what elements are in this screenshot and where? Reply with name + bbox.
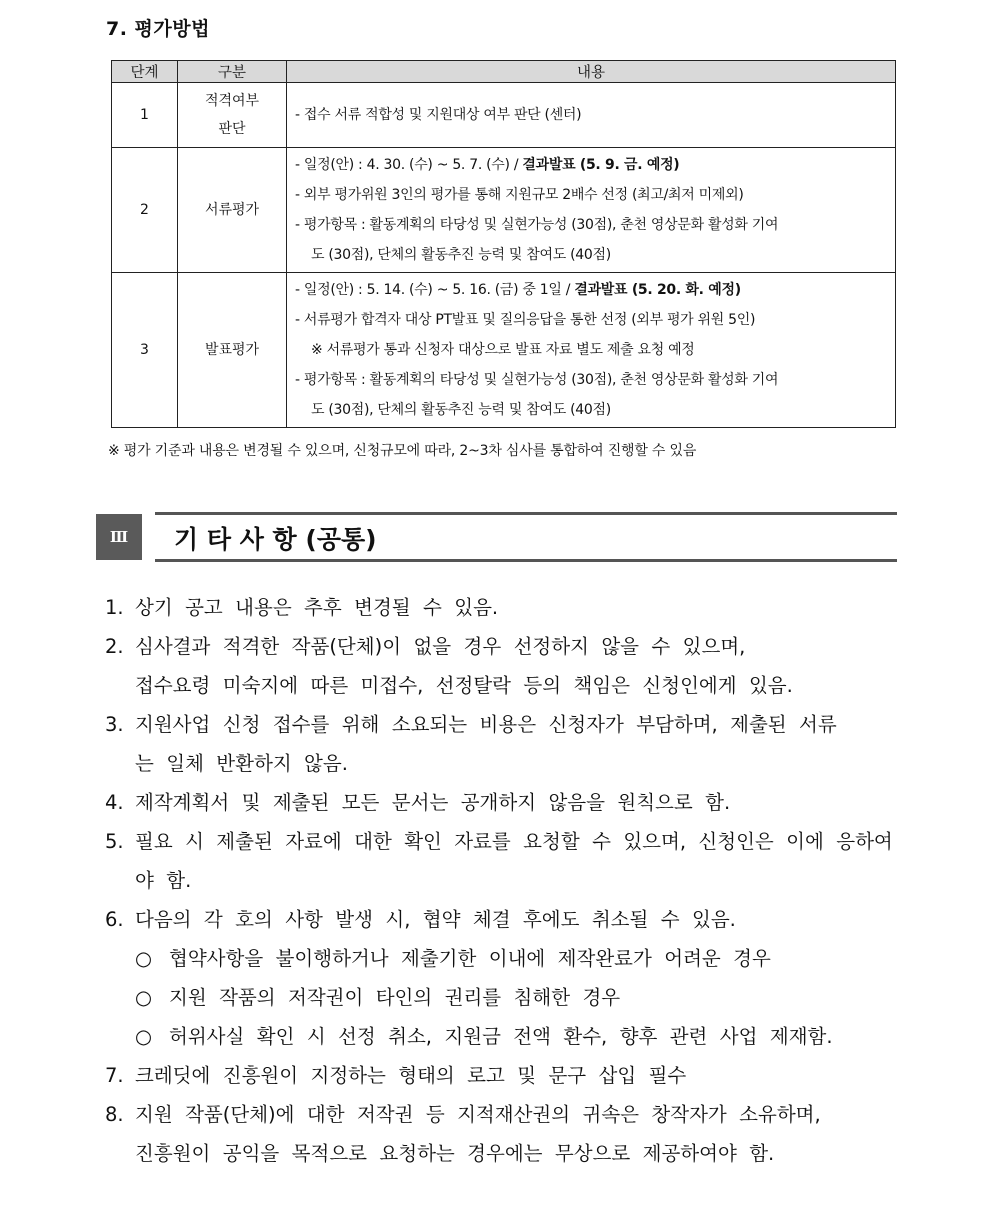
circle-bullet-icon: ○	[135, 947, 153, 970]
content-text: ※ 서류평가 통과 신청자 대상으로 발표 자료 별도 제출 요청 예정	[311, 342, 695, 358]
list-item	[105, 1056, 905, 1095]
content-text: - 평가항목 : 활동계획의 타당성 및 실현가능성 (30점), 춘천 영상문화 활성화 기여	[295, 372, 779, 388]
table-row	[112, 273, 896, 428]
sub-item	[105, 939, 905, 978]
item-number: 5.	[105, 830, 124, 853]
item-number: 2.	[105, 635, 124, 658]
result-announcement: 결과발표 (5. 20. 화. 예정)	[574, 282, 741, 298]
list-item	[105, 1134, 905, 1173]
list-item	[105, 822, 905, 861]
circle-bullet-icon: ○	[135, 1025, 153, 1048]
content-line	[295, 275, 887, 305]
item-text: 는 일체 반환하지 않음.	[135, 752, 348, 775]
list-item	[105, 705, 905, 744]
table-row	[112, 148, 896, 273]
item-text: 제작계획서 및 제출된 모든 문서는 공개하지 않음을 원칙으로 함.	[135, 791, 731, 814]
content-text: - 평가항목 : 활동계획의 타당성 및 실현가능성 (30점), 춘천 영상문화 활성화 기여	[295, 217, 779, 233]
content-line	[295, 335, 887, 365]
sub-item-text: 협약사항을 불이행하거나 제출기한 이내에 제작완료가 어려운 경우	[169, 947, 771, 970]
table-row	[112, 83, 896, 148]
content-line	[295, 150, 887, 180]
sub-item-text: 지원 작품의 저작권이 타인의 권리를 침해한 경우	[169, 986, 621, 1009]
item-number: 3.	[105, 713, 124, 736]
item-text: 상기 공고 내용은 추후 변경될 수 있음.	[135, 596, 499, 619]
content-text: 도 (30점), 단체의 활동추진 능력 및 참여도 (40점)	[311, 247, 611, 263]
section-heading-title: 기 타 사 항 (공통)	[174, 525, 377, 554]
stage-cell: 1	[112, 83, 178, 148]
header-content: 내용	[287, 61, 896, 83]
list-item	[105, 744, 905, 783]
content-text: - 접수 서류 적합성 및 지원대상 여부 판단 (센터)	[295, 107, 582, 123]
header-stage: 단계	[112, 61, 178, 83]
heading-rule-bottom	[155, 559, 897, 562]
heading-rule-top	[155, 512, 897, 515]
list-item	[105, 627, 905, 666]
content-text: 도 (30점), 단체의 활동추진 능력 및 참여도 (40점)	[311, 402, 611, 418]
item-number: 4.	[105, 791, 124, 814]
list-item	[105, 900, 905, 939]
content-cell	[287, 83, 896, 148]
list-item	[105, 666, 905, 705]
item-number: 8.	[105, 1103, 124, 1126]
list-item	[105, 861, 905, 900]
item-text: 심사결과 적격한 작품(단체)이 없을 경우 선정하지 않을 수 있으며,	[135, 635, 746, 658]
item-number: 7.	[105, 1064, 124, 1087]
evaluation-note: ※ 평가 기준과 내용은 변경될 수 있으며, 신청규모에 따라, 2~3차 심사를 통합하여 진행할 수 있음	[108, 443, 697, 459]
content-line	[295, 100, 887, 130]
content-cell	[287, 273, 896, 428]
content-line	[295, 180, 887, 210]
section-number-badge: Ⅲ	[96, 514, 142, 560]
item-text: 지원사업 신청 접수를 위해 소요되는 비용은 신청자가 부담하며, 제출된 서류	[135, 713, 837, 736]
category-cell	[178, 273, 287, 428]
category-label: 판단	[218, 121, 246, 137]
content-line	[295, 210, 887, 240]
category-label: 서류평가	[204, 202, 260, 218]
section-heading	[96, 512, 897, 562]
section-title: 7. 평가방법	[106, 18, 210, 40]
sub-item	[105, 978, 905, 1017]
content-text: - 서류평가 합격자 대상 PT발표 및 질의응답을 통한 선정 (외부 평가 위원 5인)	[295, 312, 756, 328]
item-text: 야 함.	[135, 869, 192, 892]
list-item	[105, 1095, 905, 1134]
table-header-row	[112, 61, 896, 83]
content-text: - 일정(안) : 5. 14. (수) ~ 5. 16. (금) 중 1일 /	[295, 282, 575, 298]
item-number: 1.	[105, 596, 124, 619]
list-item	[105, 783, 905, 822]
header-category: 구분	[178, 61, 287, 83]
circle-bullet-icon: ○	[135, 986, 153, 1009]
content-line	[295, 305, 887, 335]
item-text: 접수요령 미숙지에 따른 미접수, 선정탈락 등의 책임은 신청인에게 있음.	[135, 674, 793, 697]
content-line	[295, 395, 887, 425]
content-cell	[287, 148, 896, 273]
item-text: 크레딧에 진흥원이 지정하는 형태의 로고 및 문구 삽입 필수	[135, 1064, 687, 1087]
item-text: 필요 시 제출된 자료에 대한 확인 자료를 요청할 수 있으며, 신청인은 이에 응하여	[135, 830, 893, 853]
notice-list	[105, 588, 905, 1173]
list-item	[105, 588, 905, 627]
content-line	[295, 365, 887, 395]
category-label: 발표평가	[204, 342, 260, 358]
item-text: 진흥원이 공익을 목적으로 요청하는 경우에는 무상으로 제공하여야 함.	[135, 1142, 775, 1165]
item-text: 지원 작품(단체)에 대한 저작권 등 지적재산권의 귀속은 창작자가 소유하며,	[135, 1103, 821, 1126]
result-announcement: 결과발표 (5. 9. 금. 예정)	[522, 157, 680, 173]
sub-item-text: 허위사실 확인 시 선정 취소, 지원금 전액 환수, 향후 관련 사업 제재함.	[169, 1025, 833, 1048]
content-text: - 외부 평가위원 3인의 평가를 통해 지원규모 2배수 선정 (최고/최저 미제외)	[295, 187, 744, 203]
evaluation-table	[111, 60, 896, 428]
category-cell	[178, 83, 287, 148]
stage-cell: 3	[112, 273, 178, 428]
item-text: 다음의 각 호의 사항 발생 시, 협약 체결 후에도 취소될 수 있음.	[135, 908, 736, 931]
category-label: 적격여부	[204, 93, 260, 109]
content-line	[295, 240, 887, 270]
sub-item	[105, 1017, 905, 1056]
item-number: 6.	[105, 908, 124, 931]
stage-cell: 2	[112, 148, 178, 273]
category-cell	[178, 148, 287, 273]
content-text: - 일정(안) : 4. 30. (수) ~ 5. 7. (수) /	[295, 157, 523, 173]
